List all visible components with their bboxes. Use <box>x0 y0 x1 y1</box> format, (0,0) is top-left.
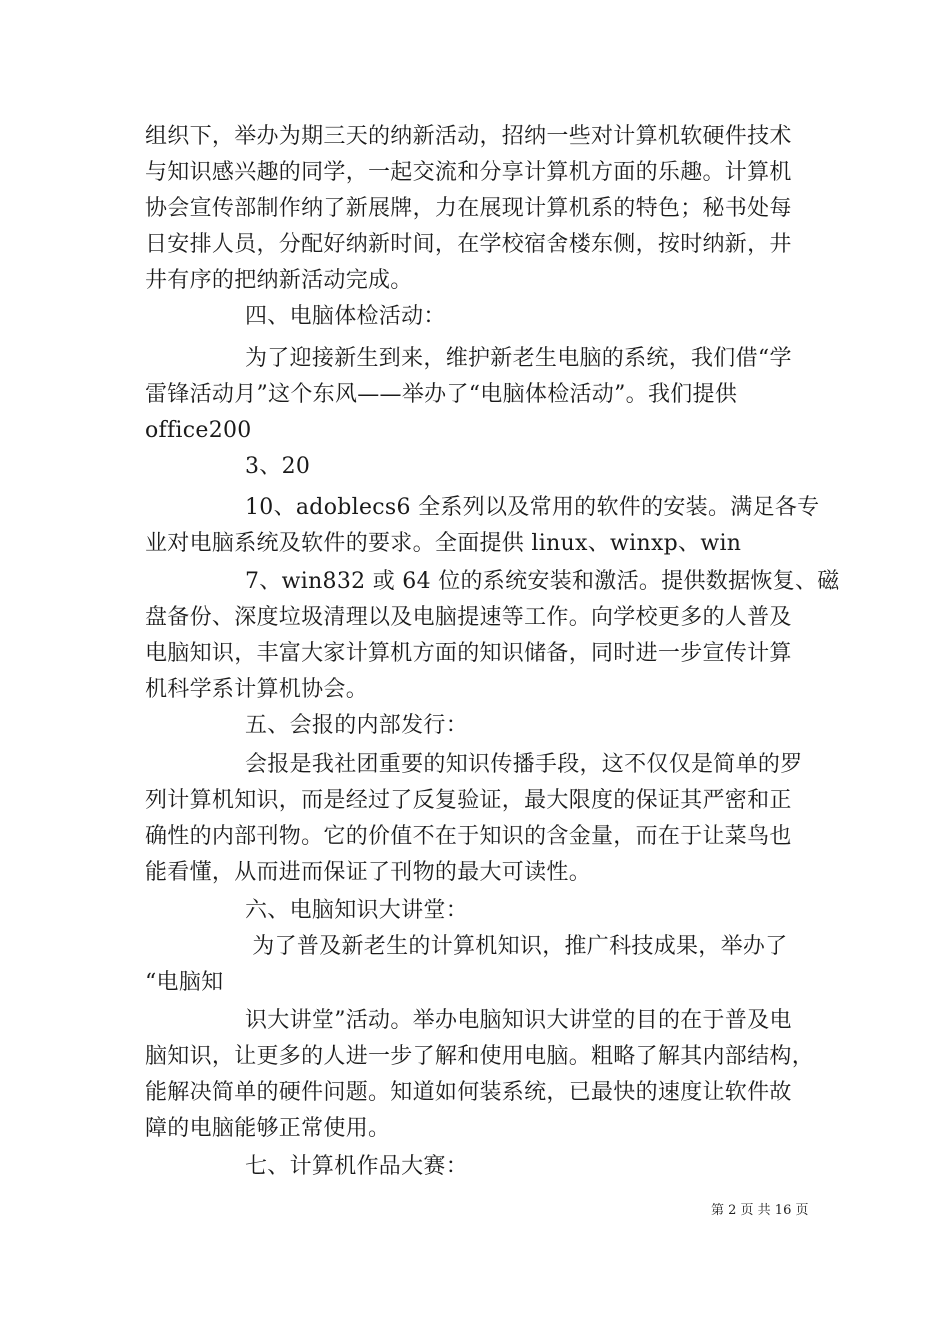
body-text-line: 脑知识，让更多的人进一步了解和使用电脑。粗略了解其内部结构， <box>145 1044 815 1069</box>
body-text-line: 与知识感兴趣的同学，一起交流和分享计算机方面的乐趣。计算机 <box>145 160 792 185</box>
body-text-line: 盘备份、深度垃圾清理以及电脑提速等工作。向学校更多的人普及 <box>145 605 792 630</box>
body-text-line: 确性的内部刊物。它的价值不在于知识的含金量，而在于让菜鸟也 <box>145 824 792 849</box>
body-text-line: office200 <box>145 418 252 443</box>
body-text-line: 机科学系计算机协会。 <box>145 677 369 702</box>
body-text-line: 10、adoblecs6 全系列以及常用的软件的安装。满足各专 <box>245 495 820 520</box>
body-text-line: 为了迎接新生到来，维护新老生电脑的系统，我们借“学 <box>245 346 792 371</box>
section-heading: 五、会报的内部发行： <box>245 713 469 738</box>
body-text-line: 业对电脑系统及软件的要求。全面提供 linux、winxp、win <box>145 531 742 556</box>
body-text-line: 雷锋活动月”这个东风——举办了“电脑体检活动”。我们提供 <box>145 382 738 407</box>
body-text-line: 协会宣传部制作纳了新展牌，力在展现计算机系的特色；秘书处每 <box>145 196 792 221</box>
body-text-line: 列计算机知识，而是经过了反复验证，最大限度的保证其严密和正 <box>145 788 792 813</box>
section-heading: 四、电脑体检活动： <box>245 304 446 329</box>
body-text-line: 会报是我社团重要的知识传播手段，这不仅仅是简单的罗 <box>245 752 803 777</box>
body-text-line: 日安排人员，分配好纳新时间，在学校宿舍楼东侧，按时纳新，井 <box>145 232 792 257</box>
body-text-line: 障的电脑能够正常使用。 <box>145 1116 391 1141</box>
body-text-line: 识大讲堂”活动。举办电脑知识大讲堂的目的在于普及电 <box>245 1008 792 1033</box>
body-text-line: 7、win832 或 64 位的系统安装和激活。提供数据恢复、磁 <box>245 569 840 594</box>
body-text-line: 为了普及新老生的计算机知识，推广科技成果，举办了 <box>245 934 788 959</box>
page-number: 第 2 页 共 16 页 <box>711 1203 809 1218</box>
body-text-line: 3、20 <box>245 454 311 479</box>
body-text-line: 组织下，举办为期三天的纳新活动，招纳一些对计算机软硬件技术 <box>145 124 792 149</box>
body-text-line: 电脑知识，丰富大家计算机方面的知识储备，同时进一步宣传计算 <box>145 641 792 666</box>
body-text-line: 能解决简单的硬件问题。知道如何装系统，已最快的速度让软件故 <box>145 1080 792 1105</box>
section-heading: 六、电脑知识大讲堂： <box>245 898 469 923</box>
body-text-line: 能看懂，从而进而保证了刊物的最大可读性。 <box>145 860 592 885</box>
body-text-line: “电脑知 <box>145 970 224 995</box>
section-heading: 七、计算机作品大赛： <box>245 1154 469 1179</box>
body-text-line: 井有序的把纳新活动完成。 <box>145 268 413 293</box>
